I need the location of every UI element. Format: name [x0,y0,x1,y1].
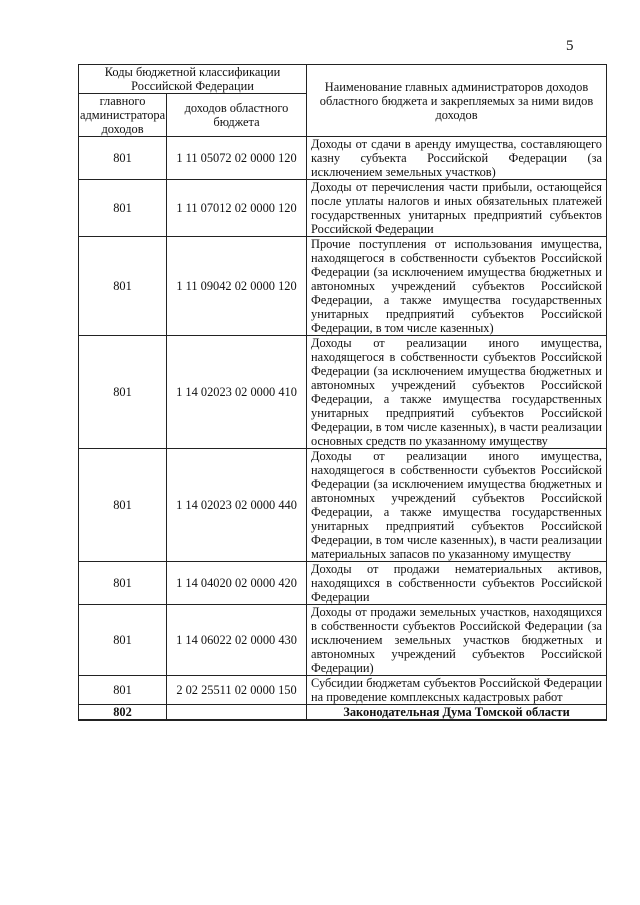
revenue-code: 1 11 09042 02 0000 120 [167,237,307,336]
table-header-row [79,65,607,94]
table-row [79,336,607,449]
revenue-administrators-table [78,64,607,721]
table-row [79,180,607,237]
administrator-name-header: Наименование главных администраторов доходов областного бюджета и закрепляемых за ними видов доходов [307,65,607,137]
revenue-code [167,705,307,721]
revenue-code: 1 14 02023 02 0000 440 [167,449,307,562]
admin-code: 801 [79,449,167,562]
revenue-description: Субсидии бюджетам субъектов Российской Федерации на проведение комплексных кадастровых работ [307,676,607,705]
admin-code: 801 [79,180,167,237]
revenue-description: Доходы от продажи нематериальных активов, находящихся в собственности субъектов Российской Федерации [307,562,607,605]
chief-administrator-header: главного администратора доходов [80,94,166,136]
table-body [79,137,607,705]
table-row [79,676,607,705]
table-row [79,605,607,676]
regional-budget-revenue-header: доходов областного бюджета [167,94,307,137]
budget-classification-codes-header: Коды бюджетной классификации Российской Федерации [79,65,307,94]
admin-code: 801 [79,605,167,676]
admin-code: 801 [79,336,167,449]
page-number: 5 [566,38,574,54]
table-row [79,137,607,180]
revenue-code: 2 02 25511 02 0000 150 [167,676,307,705]
revenue-code: 1 14 02023 02 0000 410 [167,336,307,449]
revenue-code: 1 14 06022 02 0000 430 [167,605,307,676]
admin-code: 801 [79,562,167,605]
admin-code: 801 [79,676,167,705]
table-row [79,449,607,562]
revenue-description: Доходы от реализации иного имущества, находящегося в собственности субъектов Российской Федерации (за исключением имущества бюджетных и автономных учреждений субъектов Российской Федерации, а также имущества государственных унитарных предприятий субъектов Российской Федерации, в том числе казенных), в части реализации основных средств по указанному имуществу [307,336,607,449]
admin-code: 801 [79,137,167,180]
admin-code: 802 [79,705,167,721]
revenue-description: Доходы от сдачи в аренду имущества, составляющего казну субъекта Российской Федерации (за исключением земельных участков) [307,137,607,180]
revenue-description: Доходы от реализации иного имущества, находящегося в собственности субъектов Российской Федерации (за исключением имущества бюджетных и автономных учреждений субъектов Российской Федерации, а также имущества государственных унитарных предприятий субъектов Российской Федерации, в том числе казенных), в части реализации материальных запасов по указанному имуществу [307,449,607,562]
revenue-description: Прочие поступления от использования имущества, находящегося в собственности субъектов Российской Федерации (за исключением имущества бюджетных и автономных учреждений субъектов Российской Федерации, а также имущества государственных унитарных предприятий субъектов Российской Федерации, в том числе казенных) [307,237,607,336]
revenue-code: 1 11 05072 02 0000 120 [167,137,307,180]
revenue-code: 1 11 07012 02 0000 120 [167,180,307,237]
revenue-description: Доходы от продажи земельных участков, находящихся в собственности субъектов Российской Федерации (за исключением земельных участков бюджетных и автономных учреждений субъектов Российской Федерации) [307,605,607,676]
revenue-code: 1 14 04020 02 0000 420 [167,562,307,605]
table-row [79,562,607,605]
table-row-final [79,705,607,721]
table-row [79,237,607,336]
admin-code: 801 [79,237,167,336]
revenue-description: Доходы от перечисления части прибыли, остающейся после уплаты налогов и иных обязательных платежей государственных унитарных предприятий субъектов Российской Федерации [307,180,607,237]
administrator-name: Законодательная Дума Томской области [307,705,607,721]
